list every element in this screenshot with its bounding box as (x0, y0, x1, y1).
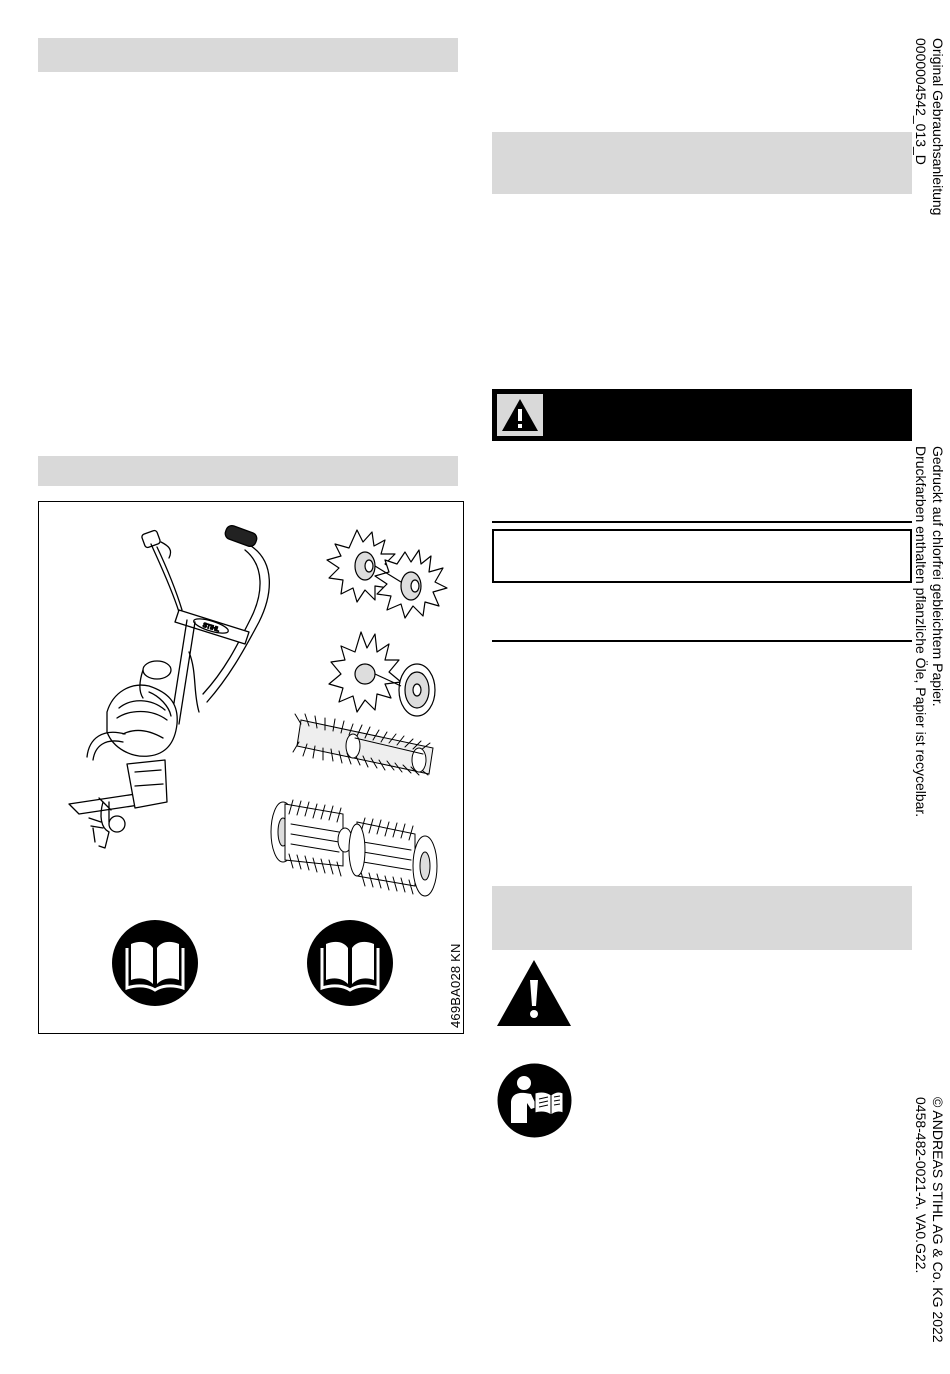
section-heading-bar (38, 38, 458, 72)
tool-illustration (39, 502, 465, 1035)
section-heading-bar (492, 886, 912, 950)
margin-document-info (912, 38, 946, 215)
notice-box (492, 529, 912, 583)
margin-copyright (912, 1097, 946, 1343)
bristle-brush-drawing (293, 714, 433, 775)
section-heading-bar (38, 456, 458, 486)
power-unit-drawing (69, 524, 269, 848)
ink-info: Druckfarben enthalten pflanzliche Öle, Papier ist recycelbar. (913, 446, 929, 818)
figure-code: 469BA028 KN (448, 943, 463, 1028)
open-book-icon (307, 920, 393, 1006)
read-manual-icon (497, 1063, 572, 1138)
brand-mark: STIHL (201, 622, 220, 634)
document-number: 0000004542_013_D (913, 38, 929, 165)
part-number: 0458-482-0021-A. VA0.G22. (913, 1097, 929, 1274)
edger-wheel-drawing (329, 632, 435, 716)
copyright-notice: © ANDREAS STIHL AG & Co. KG 2022 (930, 1097, 946, 1343)
warning-banner (492, 389, 912, 441)
open-book-icon (112, 920, 198, 1006)
divider (492, 640, 912, 642)
warning-triangle-icon (497, 394, 543, 436)
section-heading-bar (492, 132, 912, 194)
margin-print-info (912, 446, 946, 817)
manual-type-label: Original Gebrauchsanleitung (930, 38, 946, 216)
warning-triangle-icon (495, 958, 573, 1028)
tiller-tines-drawing (327, 530, 447, 618)
product-figure (38, 501, 464, 1034)
dethatcher-drawing (271, 800, 437, 896)
paper-info: Gedruckt auf chlorfrei gebleichtem Papier. (930, 446, 946, 707)
divider (492, 521, 912, 523)
